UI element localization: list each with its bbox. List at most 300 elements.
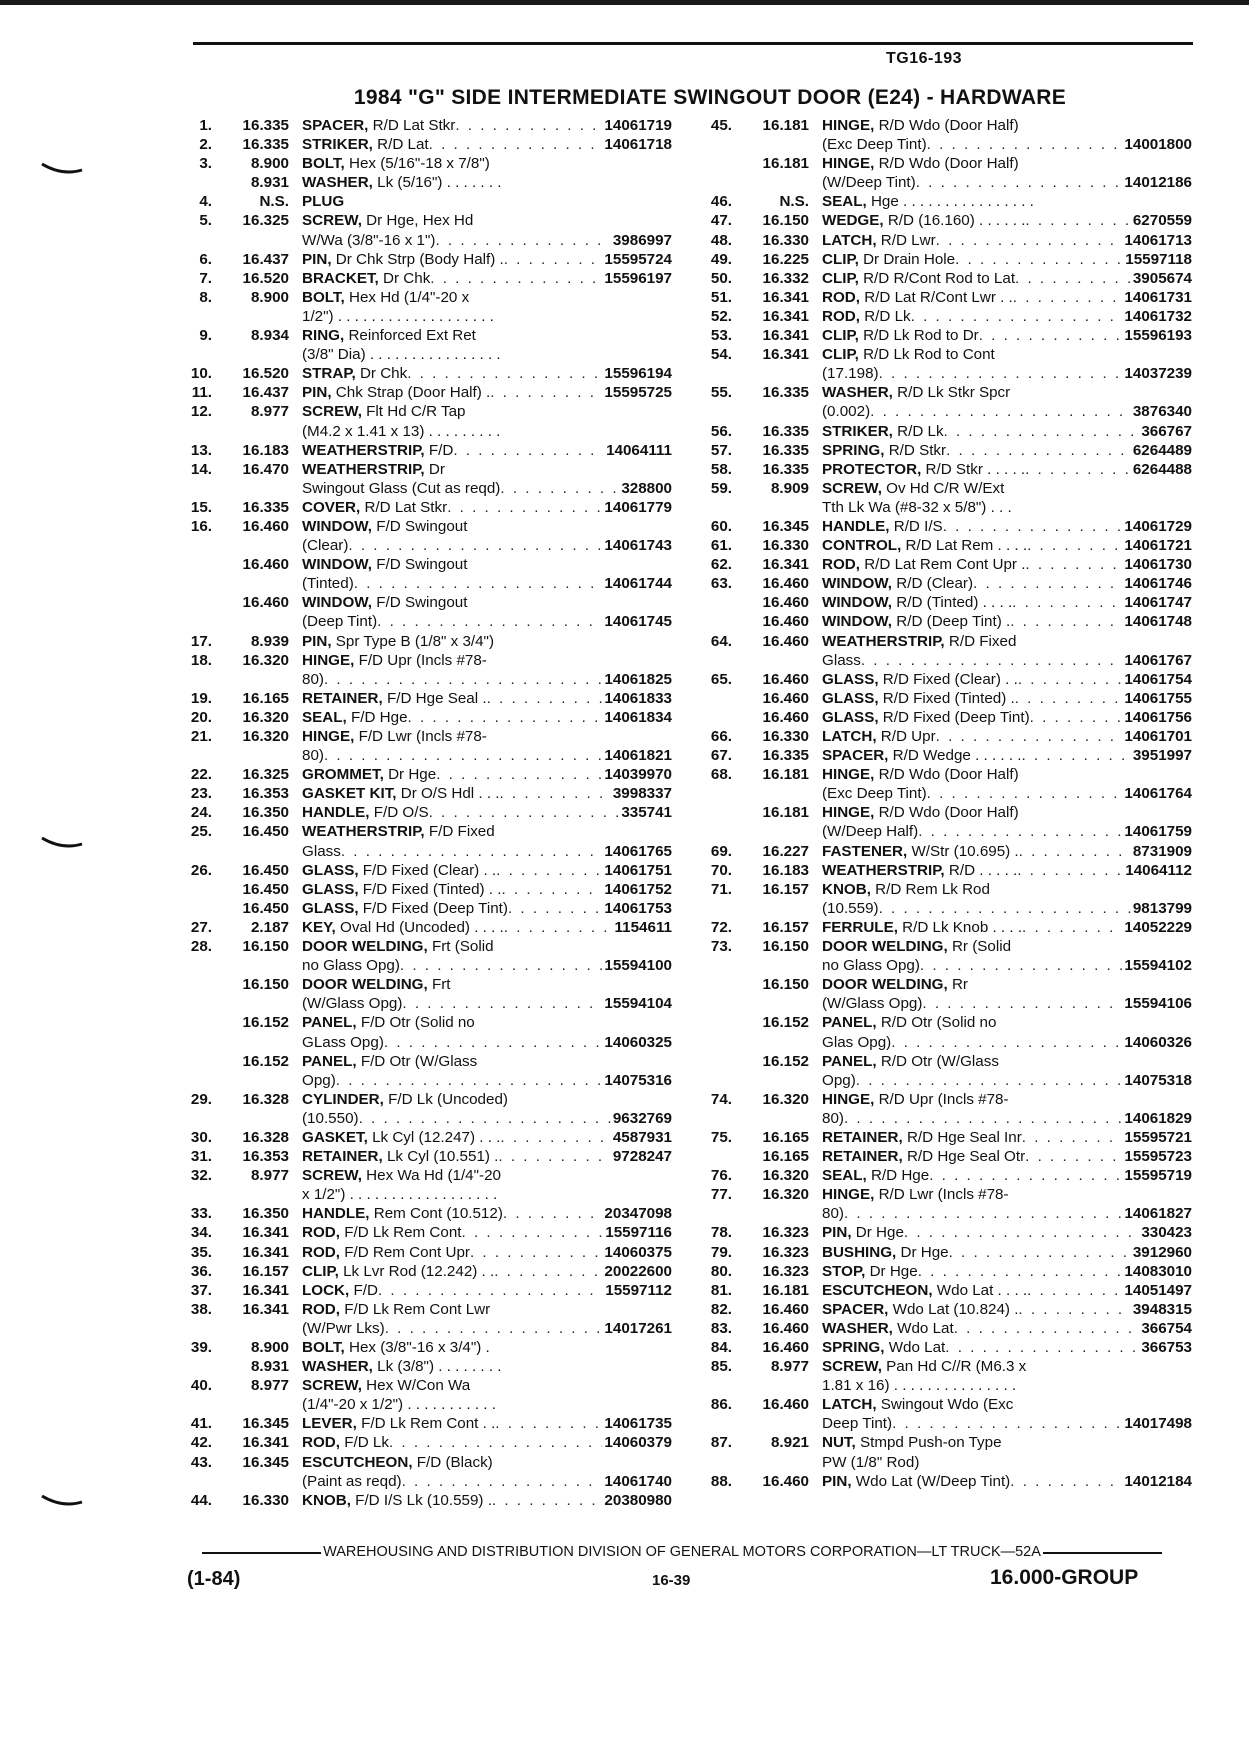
leader-dots	[904, 1223, 1139, 1242]
group-code: 16.335	[242, 117, 289, 134]
part-name: BUSHING,	[822, 1243, 897, 1261]
part-name: DOOR WELDING,	[302, 976, 428, 994]
part-description	[302, 632, 670, 651]
part-number: 14061821	[604, 747, 672, 765]
part-detail: R/D Hge	[870, 1167, 930, 1185]
part-name: WEATHERSTRIP,	[822, 861, 945, 879]
part-detail: (W/Pwr Lks)	[302, 1319, 385, 1337]
part-description	[302, 326, 670, 345]
part-description	[822, 269, 1131, 288]
part-row	[182, 861, 672, 880]
group-code: 16.323	[762, 1243, 809, 1261]
page-number: 16-39	[652, 1572, 691, 1589]
revision-date: (1-84)	[187, 1568, 241, 1590]
part-description	[302, 288, 670, 307]
part-name: SEAL,	[822, 193, 867, 211]
group-code: 16.341	[242, 1300, 289, 1318]
group-code: 16.460	[762, 1300, 809, 1318]
part-name: SPACER,	[822, 1300, 889, 1318]
part-detail: Lk Lvr Rod (12.242) . .	[343, 1262, 495, 1280]
part-number: 3986997	[612, 231, 672, 249]
part-description	[822, 708, 1122, 727]
part-detail: F/D Otr (W/Glass	[360, 1052, 478, 1070]
group-code: 8.977	[250, 403, 289, 421]
part-number: 366753	[1141, 1339, 1192, 1356]
leader-dots	[927, 784, 1123, 803]
group-code: 16.460	[762, 689, 809, 707]
part-number: 14061829	[1124, 1109, 1192, 1127]
part-description	[822, 1052, 1190, 1071]
part-detail: R/D Fixed (Tinted) .	[882, 689, 1015, 707]
part-detail: F/D Lk Rem Cont . .	[361, 1415, 496, 1433]
item-number: 88.	[710, 1472, 732, 1490]
part-name: WINDOW,	[822, 594, 893, 612]
part-number: 14061731	[1124, 288, 1192, 306]
part-detail: Dr Chk Strp (Body Half) .	[335, 250, 504, 268]
item-number: 78.	[710, 1224, 732, 1242]
group-code: 16.341	[762, 556, 809, 574]
part-number: 330423	[1141, 1224, 1192, 1242]
item-number: 26.	[190, 861, 212, 879]
part-row	[702, 956, 1192, 975]
part-row	[702, 1262, 1192, 1281]
group-code: 16.345	[762, 517, 809, 535]
group-code: 16.165	[762, 1148, 809, 1166]
part-row	[702, 1185, 1192, 1204]
part-number: 15594100	[604, 957, 672, 975]
part-detail: R/D Lat Rem . . . .	[905, 537, 1028, 555]
item-number: 35.	[190, 1243, 212, 1261]
part-number: 14061721	[1124, 537, 1192, 555]
part-description	[302, 1223, 603, 1242]
group-code: 16.341	[242, 1224, 289, 1242]
leader-dots	[498, 1147, 610, 1166]
part-number: 15594104	[604, 995, 672, 1013]
item-number: 52.	[710, 307, 732, 325]
leader-dots	[1025, 555, 1122, 574]
leader-dots	[492, 1491, 603, 1510]
part-row	[702, 479, 1192, 498]
part-detail: Hex (3/8"-16 x 3/4") .	[348, 1339, 490, 1356]
part-row	[702, 765, 1192, 784]
part-row	[182, 307, 672, 326]
part-detail: R/D Lat	[377, 136, 429, 154]
group-code: 16.320	[242, 728, 289, 745]
group-code: 16.150	[242, 938, 289, 956]
part-name: GLASS,	[822, 689, 879, 707]
part-number: 15597112	[605, 1281, 672, 1299]
part-description	[822, 1453, 1190, 1472]
part-name: LATCH,	[822, 1396, 877, 1414]
part-description	[302, 250, 602, 269]
part-number: 15596197	[604, 269, 672, 287]
part-row	[702, 307, 1192, 326]
group-code: 16.332	[762, 269, 809, 287]
part-row	[182, 173, 672, 192]
part-name: WEATHERSTRIP,	[822, 632, 945, 650]
part-description	[302, 173, 670, 192]
part-description	[822, 689, 1122, 708]
binder-hole-mark	[40, 1492, 84, 1512]
part-name: PROTECTOR,	[822, 460, 922, 478]
part-description	[302, 536, 602, 555]
part-detail: PW (1/8" Rod)	[822, 1453, 920, 1471]
part-detail: 1.81 x 16) . . . . . . . . . . . . . . .	[822, 1377, 1017, 1395]
top-border	[0, 0, 1249, 5]
leader-dots	[936, 727, 1123, 746]
group-code: 16.320	[242, 708, 289, 726]
part-row	[702, 1204, 1192, 1223]
item-number: 10.	[190, 365, 212, 383]
item-number: 31.	[190, 1148, 212, 1166]
part-number: 3948315	[1132, 1300, 1192, 1318]
leader-dots	[1027, 1281, 1122, 1300]
part-detail: Deep Tint)	[822, 1415, 893, 1433]
item-number: 32.	[190, 1167, 212, 1185]
item-number: 11.	[191, 384, 212, 402]
part-number: 14017261	[604, 1319, 672, 1337]
part-row	[182, 1357, 672, 1376]
part-name: PANEL,	[822, 1014, 877, 1032]
leader-dots	[408, 708, 603, 727]
part-detail: R/D Lk Rod to Cont	[863, 346, 995, 364]
part-description	[302, 1357, 670, 1376]
part-row	[182, 116, 672, 135]
part-name: KEY,	[302, 918, 336, 936]
part-detail: Wdo Lat	[888, 1339, 946, 1356]
part-row	[702, 402, 1192, 421]
part-number: 6264488	[1132, 460, 1192, 478]
part-number: 1154611	[614, 918, 672, 936]
group-code: 16.353	[242, 785, 289, 803]
part-number: 14061735	[604, 1415, 672, 1433]
part-name: SCREW,	[822, 479, 882, 497]
part-name: WASHER,	[822, 1319, 893, 1337]
part-description	[302, 517, 670, 536]
part-row	[182, 479, 672, 498]
group-code: 16.181	[762, 155, 809, 173]
group-code: 16.157	[762, 880, 809, 898]
leader-dots	[429, 135, 603, 154]
part-row	[702, 135, 1192, 154]
item-number: 23.	[190, 785, 212, 803]
part-description	[822, 1147, 1122, 1166]
part-detail: Frt	[431, 976, 451, 994]
item-number: 39.	[190, 1339, 212, 1356]
part-description	[302, 784, 611, 803]
part-description	[822, 383, 1190, 402]
leader-dots	[324, 746, 602, 765]
group-code: 16.323	[762, 1224, 809, 1242]
part-name: BOLT,	[302, 155, 345, 173]
part-detail: R/D Lat Stkr	[364, 498, 448, 516]
part-description	[302, 1071, 602, 1090]
leader-dots	[389, 1433, 602, 1452]
part-detail: F/D Fixed	[428, 823, 495, 841]
item-number: 2.	[199, 136, 212, 154]
part-row	[702, 345, 1192, 364]
leader-dots	[504, 250, 603, 269]
part-description	[302, 1052, 670, 1071]
part-row	[702, 803, 1192, 822]
item-number: 25.	[190, 823, 212, 841]
footer-rule-left	[202, 1552, 321, 1554]
part-detail: R/D Fixed	[948, 632, 1017, 650]
part-number: 14060375	[604, 1243, 672, 1261]
part-row	[702, 1395, 1192, 1414]
item-number: 46.	[710, 193, 732, 211]
part-row	[702, 154, 1192, 173]
part-number: 14017498	[1124, 1415, 1192, 1433]
part-detail: R/D Wedge . . . . . .	[892, 747, 1022, 765]
part-number: 14061718	[604, 136, 672, 154]
group-code: 16.460	[762, 1319, 809, 1337]
item-number: 57.	[710, 441, 732, 459]
item-number: 33.	[190, 1205, 212, 1223]
group-code: 16.320	[762, 1090, 809, 1108]
part-name: SCREW,	[302, 1167, 362, 1185]
part-row	[182, 1376, 672, 1395]
leader-dots	[447, 498, 602, 517]
part-description	[822, 460, 1131, 479]
group-code: 16.325	[242, 766, 289, 784]
part-description	[822, 765, 1190, 784]
part-row	[702, 1223, 1192, 1242]
part-name: FERRULE,	[822, 918, 898, 936]
item-number: 14.	[190, 460, 212, 478]
part-detail: F/D Upr (Incls #78-	[358, 651, 487, 669]
leader-dots	[973, 574, 1122, 593]
part-detail: R/D Wdo (Door Half)	[878, 804, 1019, 822]
part-row	[182, 727, 672, 746]
item-number: 68.	[710, 766, 732, 784]
part-detail: W/Wa (3/8"-16 x 1")	[302, 231, 436, 249]
part-number: 15595719	[1124, 1167, 1192, 1185]
part-description	[822, 441, 1131, 460]
part-number: 3876340	[1132, 403, 1192, 421]
group-code: 16.320	[762, 1186, 809, 1204]
leader-dots	[494, 1262, 602, 1281]
part-number: 14061827	[1124, 1205, 1192, 1223]
part-number: 14075318	[1124, 1071, 1192, 1089]
part-description	[302, 1414, 602, 1433]
part-number: 14061834	[604, 708, 672, 726]
group-code: 16.335	[242, 498, 289, 516]
part-row	[702, 211, 1192, 230]
part-number: 9813799	[1132, 899, 1192, 917]
leader-dots	[892, 1414, 1122, 1433]
group-code: 16.345	[242, 1453, 289, 1471]
group-code: 16.152	[762, 1014, 809, 1032]
part-detail: F/D Hge	[350, 708, 408, 726]
part-name: SCREW,	[302, 403, 362, 421]
part-name: ROD,	[822, 556, 860, 574]
leader-dots	[955, 250, 1123, 269]
item-number: 47.	[710, 212, 732, 230]
part-number: 3905674	[1132, 269, 1192, 287]
part-detail: R/D (Clear)	[896, 575, 974, 593]
leader-dots	[861, 651, 1123, 670]
leader-dots	[400, 956, 603, 975]
part-name: HINGE,	[302, 728, 355, 745]
part-name: HANDLE,	[302, 804, 370, 822]
part-row	[702, 899, 1192, 918]
item-number: 55.	[710, 384, 732, 402]
part-description	[302, 1243, 602, 1262]
item-number: 12.	[190, 403, 212, 421]
leader-dots	[1017, 861, 1123, 880]
part-description	[822, 1300, 1131, 1319]
part-detail: (W/Glass Opg)	[822, 995, 923, 1013]
part-number: 14051497	[1124, 1281, 1192, 1299]
item-number: 84.	[710, 1339, 732, 1356]
part-name: HINGE,	[822, 1090, 875, 1108]
part-row	[182, 1472, 672, 1491]
group-code: 16.328	[242, 1090, 289, 1108]
part-name: CLIP,	[302, 1262, 339, 1280]
group-code: 16.460	[762, 708, 809, 726]
leader-dots	[508, 899, 602, 918]
part-detail: R/D Wdo (Door Half)	[878, 766, 1019, 784]
part-row	[182, 517, 672, 536]
part-row	[182, 460, 672, 479]
part-number: 14061732	[1124, 307, 1192, 325]
part-name: GLASS,	[302, 861, 359, 879]
item-number: 4.	[199, 193, 212, 211]
item-number: 21.	[190, 728, 212, 745]
group-code: 16.152	[242, 1014, 289, 1032]
group-code: 16.460	[762, 575, 809, 593]
part-name: HINGE,	[302, 651, 355, 669]
part-detail: Swingout Glass (Cut as reqd)	[302, 479, 501, 497]
part-row	[182, 1013, 672, 1032]
group-code: 16.335	[762, 422, 809, 440]
group-code: 16.335	[762, 460, 809, 478]
part-number: 14061730	[1124, 556, 1192, 574]
part-description	[822, 1281, 1122, 1300]
part-detail: R/D Wdo (Door Half)	[878, 155, 1019, 173]
part-name: PIN,	[822, 1472, 852, 1490]
part-row	[182, 1262, 672, 1281]
leader-dots	[504, 918, 613, 937]
part-detail: R/D Otr (Solid no	[880, 1014, 997, 1032]
part-number: 14037239	[1124, 365, 1192, 383]
leader-dots	[870, 402, 1131, 421]
leader-dots	[359, 1109, 611, 1128]
part-name: STOP,	[822, 1262, 866, 1280]
group-code: 16.350	[242, 1205, 289, 1223]
item-number: 61.	[710, 537, 732, 555]
part-number: 3951997	[1132, 747, 1192, 765]
group-code: 16.181	[762, 766, 809, 784]
part-row	[702, 1281, 1192, 1300]
item-number: 50.	[710, 269, 732, 287]
part-number: 14061759	[1124, 823, 1192, 841]
part-description	[302, 269, 602, 288]
part-detail: 80)	[302, 670, 324, 688]
part-row	[182, 632, 672, 651]
part-name: SCREW,	[822, 1358, 882, 1376]
part-description	[822, 956, 1122, 975]
part-number: 14061764	[1124, 785, 1192, 803]
part-description	[302, 689, 602, 708]
part-name: WINDOW,	[302, 594, 373, 612]
part-name: WEATHERSTRIP,	[302, 823, 425, 841]
item-number: 28.	[190, 938, 212, 956]
part-row	[182, 1491, 672, 1510]
part-name: LATCH,	[822, 728, 877, 745]
part-detail: Hex (5/16"-18 x 7/8")	[348, 155, 490, 173]
part-row	[702, 651, 1192, 670]
item-number: 13.	[190, 441, 212, 459]
part-description	[302, 1433, 602, 1452]
part-number: 15595721	[1124, 1128, 1192, 1146]
leader-dots	[844, 1109, 1122, 1128]
part-description	[302, 1472, 602, 1491]
part-detail: Rr (Solid	[951, 938, 1012, 956]
group-code: 16.460	[762, 1472, 809, 1490]
part-row	[702, 460, 1192, 479]
part-row	[702, 517, 1192, 536]
group-code: 16.323	[762, 1262, 809, 1280]
part-detail: (Tinted)	[302, 575, 354, 593]
leader-dots	[1015, 689, 1123, 708]
item-number: 59.	[710, 479, 732, 497]
group-code: 16.450	[242, 899, 289, 917]
leader-dots	[1022, 918, 1122, 937]
part-name: BRACKET,	[302, 269, 379, 287]
part-number: 14061729	[1124, 517, 1192, 535]
part-description	[822, 1433, 1190, 1452]
part-name: PLUG	[302, 193, 345, 211]
part-row	[702, 842, 1192, 861]
part-number: 14012184	[1124, 1472, 1192, 1490]
part-row	[182, 536, 672, 555]
part-detail: (Deep Tint)	[302, 613, 378, 631]
part-detail: Swingout Wdo (Exc	[880, 1396, 1014, 1414]
item-number: 74.	[710, 1090, 732, 1108]
part-detail: F/D Lwr (Incls #78-	[358, 728, 487, 745]
part-detail: F/D	[428, 441, 454, 459]
part-description	[302, 1262, 602, 1281]
part-row	[182, 326, 672, 345]
footer-text: WAREHOUSING AND DISTRIBUTION DIVISION OF GENERAL MOTORS CORPORATION—LT TRUCK—52A	[323, 1544, 1041, 1560]
part-name: GASKET,	[302, 1128, 368, 1146]
part-description	[302, 1453, 670, 1472]
part-description	[302, 670, 602, 689]
part-row	[182, 1223, 672, 1242]
item-number: 83.	[710, 1319, 732, 1337]
part-detail: (Paint as reqd)	[302, 1472, 402, 1490]
item-number: 36.	[190, 1262, 212, 1280]
part-name: ESCUTCHEON,	[822, 1281, 933, 1299]
part-row	[182, 1300, 672, 1319]
part-detail: R/D Upr (Incls #78-	[878, 1090, 1009, 1108]
part-row	[182, 1185, 672, 1204]
part-description	[822, 880, 1190, 899]
part-detail: R/D Lwr	[880, 231, 936, 249]
part-detail: (10.559)	[822, 899, 879, 917]
footer-rule-right	[1043, 1552, 1162, 1554]
part-description	[302, 956, 602, 975]
part-number: 14061752	[604, 880, 672, 898]
part-name: GASKET KIT,	[302, 785, 397, 803]
part-description	[822, 250, 1123, 269]
part-description	[822, 288, 1122, 307]
part-detail: Dr Drain Hole	[863, 250, 956, 268]
part-name: KNOB,	[822, 880, 871, 898]
part-row	[702, 250, 1192, 269]
